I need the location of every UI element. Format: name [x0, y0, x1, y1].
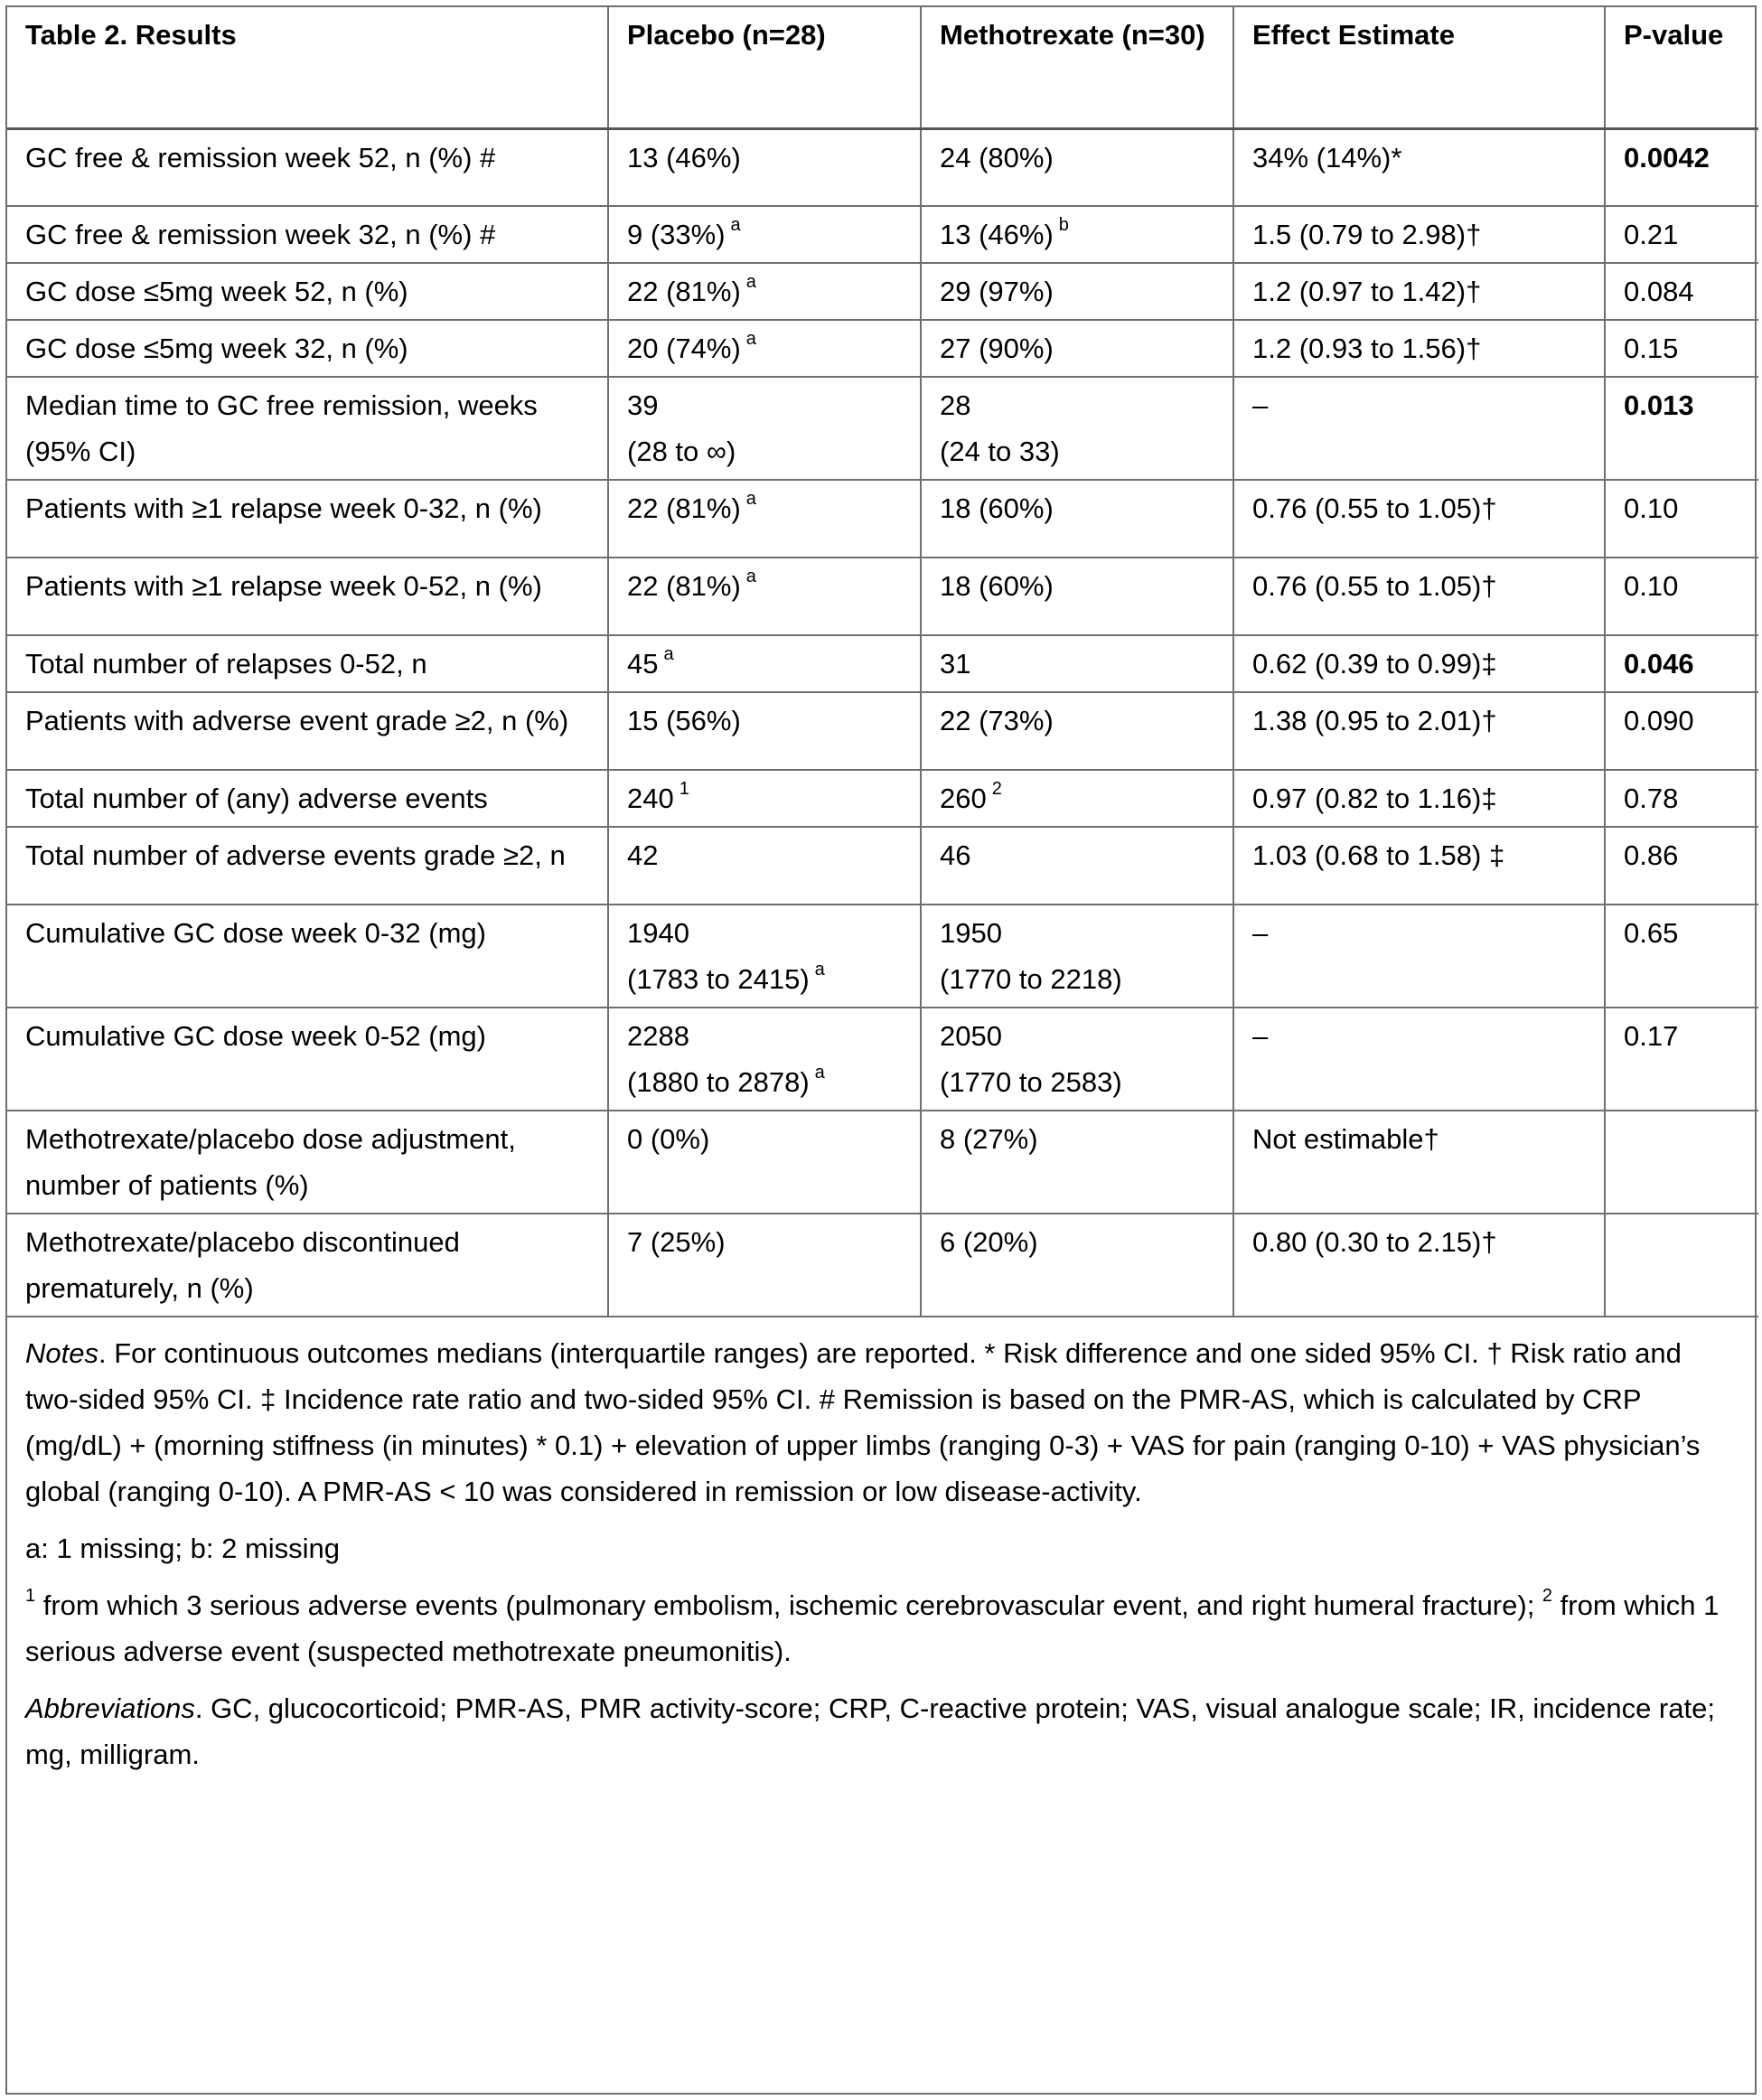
results-table-document	[5, 5, 1757, 2095]
methotrexate-cell	[921, 320, 1233, 377]
methotrexate-cell	[921, 1008, 1233, 1111]
placebo-cell	[608, 480, 921, 558]
missing-note: a: 1 missing; b: 2 missing	[25, 1533, 341, 1564]
effect-estimate: 1.5 (0.79 to 2.98)†	[1233, 206, 1605, 263]
row-label: Total number of relapses 0-52, n	[7, 635, 608, 692]
footnote-2-text: from which 1 serious adverse event (suspected methotrexate pneumonitis).	[25, 1589, 1720, 1667]
methotrexate-cell	[921, 263, 1233, 320]
placebo-cell	[608, 1008, 921, 1111]
effect-estimate: 1.03 (0.68 to 1.58) ‡	[1233, 827, 1605, 905]
abbreviations-label: Abbreviations	[25, 1692, 195, 1724]
placebo-value: 1940	[627, 917, 689, 949]
placebo-cell	[608, 692, 921, 770]
placebo-footnote-marker: a	[663, 643, 674, 664]
placebo-value: 240	[627, 783, 674, 814]
notes-text: . For continuous outcomes medians (interquartile ranges) are reported. * Risk difference and one sided 95% CI. † Risk ratio and two-sided 95% CI. ‡ Incidence rate ratio and two-sided 95% CI. # Remission is based on the PMR-AS, which is calculated by CRP (mg/dL) + (morning stiffness (in minutes) * 0.1) + elevation of upper limbs (ranging 0-3) + VAS for pain (ranging 0-10) + VAS physician’s global (ranging 0-10). A PMR-AS < 10 was considered in remission or low disease-activity.	[25, 1337, 1701, 1507]
methotrexate-footnote-marker: 2	[991, 778, 1002, 799]
table-header-row	[7, 7, 1758, 128]
methotrexate-value: 8 (27%)	[940, 1123, 1038, 1155]
table-row	[7, 1214, 1758, 1317]
table-row	[7, 206, 1758, 263]
p-value	[1605, 1111, 1758, 1214]
p-value: 0.0042	[1605, 128, 1758, 206]
row-label: GC free & remission week 52, n (%) #	[7, 128, 608, 206]
placebo-footnote-marker: a	[745, 566, 756, 586]
placebo-cell	[608, 128, 921, 206]
row-label: Patients with ≥1 relapse week 0-52, n (%)	[7, 558, 608, 635]
p-value: 0.17	[1605, 1008, 1758, 1111]
placebo-range	[627, 428, 920, 474]
methotrexate-value: 1950	[940, 917, 1002, 949]
serious-events-footnote	[25, 1582, 1737, 1674]
header-p-value: P-value	[1605, 7, 1758, 128]
placebo-footnote-marker: a	[730, 214, 741, 235]
effect-estimate: 0.97 (0.82 to 1.16)‡	[1233, 770, 1605, 827]
placebo-footnote-marker: a	[814, 959, 825, 980]
placebo-footnote-marker: a	[745, 271, 756, 292]
methotrexate-cell	[921, 905, 1233, 1008]
methotrexate-value: 18 (60%)	[940, 570, 1054, 602]
methotrexate-cell	[921, 827, 1233, 905]
methotrexate-cell	[921, 377, 1233, 480]
placebo-value: 9 (33%)	[627, 219, 726, 250]
p-value: 0.013	[1605, 377, 1758, 480]
header-effect-estimate: Effect Estimate	[1233, 7, 1605, 128]
effect-estimate: 1.2 (0.97 to 1.42)†	[1233, 263, 1605, 320]
effect-estimate: –	[1233, 1008, 1605, 1111]
placebo-range	[627, 1059, 920, 1105]
placebo-cell	[608, 905, 921, 1008]
placebo-footnote-marker: a	[745, 328, 756, 349]
effect-estimate: Not estimable†	[1233, 1111, 1605, 1214]
p-value	[1605, 1214, 1758, 1317]
methotrexate-footnote-marker: b	[1058, 214, 1069, 235]
header-placebo: Placebo (n=28)	[608, 7, 921, 128]
methotrexate-range	[940, 956, 1232, 1002]
methotrexate-value: 6 (20%)	[940, 1226, 1038, 1258]
methotrexate-range-text: (1770 to 2583)	[940, 1066, 1122, 1098]
methotrexate-cell	[921, 206, 1233, 263]
abbreviations-paragraph	[25, 1685, 1737, 1777]
notes-label: Notes	[25, 1337, 98, 1369]
placebo-value: 22 (81%)	[627, 276, 741, 307]
placebo-value: 0 (0%)	[627, 1123, 710, 1155]
placebo-range-text: (28 to ∞)	[627, 436, 736, 467]
placebo-value: 22 (81%)	[627, 570, 741, 602]
placebo-value: 42	[627, 839, 659, 871]
methotrexate-value: 29 (97%)	[940, 276, 1054, 307]
table-row	[7, 635, 1758, 692]
notes-paragraph	[25, 1330, 1737, 1514]
methotrexate-range	[940, 428, 1232, 474]
effect-estimate: 0.76 (0.55 to 1.05)†	[1233, 480, 1605, 558]
effect-estimate: 1.38 (0.95 to 2.01)†	[1233, 692, 1605, 770]
placebo-value: 45	[627, 648, 659, 680]
table-row	[7, 1111, 1758, 1214]
placebo-cell	[608, 770, 921, 827]
row-label: GC dose ≤5mg week 32, n (%)	[7, 320, 608, 377]
placebo-value: 13 (46%)	[627, 141, 741, 173]
table-row	[7, 770, 1758, 827]
methotrexate-cell	[921, 480, 1233, 558]
placebo-cell	[608, 320, 921, 377]
placebo-value: 39	[627, 389, 659, 421]
abbreviations-text: . GC, glucocorticoid; PMR-AS, PMR activity-score; CRP, C-reactive protein; VAS, visual analogue scale; IR, incidence rate; mg, milligram.	[25, 1692, 1715, 1770]
placebo-cell	[608, 206, 921, 263]
placebo-range-text: (1783 to 2415)	[627, 963, 810, 995]
table-row	[7, 263, 1758, 320]
placebo-cell	[608, 1214, 921, 1317]
p-value: 0.10	[1605, 480, 1758, 558]
effect-estimate: 0.80 (0.30 to 2.15)†	[1233, 1214, 1605, 1317]
placebo-value: 2288	[627, 1020, 689, 1052]
p-value: 0.084	[1605, 263, 1758, 320]
table-row	[7, 377, 1758, 480]
placebo-range	[627, 956, 920, 1002]
effect-estimate: 34% (14%)*	[1233, 128, 1605, 206]
placebo-value: 7 (25%)	[627, 1226, 726, 1258]
row-label: Methotrexate/placebo dose adjustment, number of patients (%)	[7, 1111, 608, 1214]
p-value: 0.15	[1605, 320, 1758, 377]
placebo-cell	[608, 827, 921, 905]
methotrexate-cell	[921, 128, 1233, 206]
table-row	[7, 480, 1758, 558]
p-value: 0.10	[1605, 558, 1758, 635]
effect-estimate: 0.62 (0.39 to 0.99)‡	[1233, 635, 1605, 692]
row-label: GC dose ≤5mg week 52, n (%)	[7, 263, 608, 320]
row-label: Methotrexate/placebo discontinued prematurely, n (%)	[7, 1214, 608, 1317]
table-row	[7, 320, 1758, 377]
p-value: 0.65	[1605, 905, 1758, 1008]
methotrexate-cell	[921, 692, 1233, 770]
p-value: 0.21	[1605, 206, 1758, 263]
row-label: Cumulative GC dose week 0-32 (mg)	[7, 905, 608, 1008]
p-value: 0.090	[1605, 692, 1758, 770]
methotrexate-value: 260	[940, 783, 987, 814]
methotrexate-value: 27 (90%)	[940, 333, 1054, 364]
row-label: Patients with adverse event grade ≥2, n (%)	[7, 692, 608, 770]
row-label: GC free & remission week 32, n (%) #	[7, 206, 608, 263]
methotrexate-value: 18 (60%)	[940, 492, 1054, 524]
placebo-value: 20 (74%)	[627, 333, 741, 364]
placebo-cell	[608, 1111, 921, 1214]
table-row	[7, 692, 1758, 770]
effect-estimate: –	[1233, 905, 1605, 1008]
p-value: 0.046	[1605, 635, 1758, 692]
placebo-cell	[608, 635, 921, 692]
table-row	[7, 558, 1758, 635]
placebo-cell	[608, 377, 921, 480]
row-label: Patients with ≥1 relapse week 0-32, n (%)	[7, 480, 608, 558]
methotrexate-value: 2050	[940, 1020, 1002, 1052]
footnote-2-marker: 2	[1542, 1585, 1553, 1606]
placebo-value: 22 (81%)	[627, 492, 741, 524]
placebo-footnote-marker: a	[745, 488, 756, 509]
placebo-cell	[608, 263, 921, 320]
methotrexate-cell	[921, 1214, 1233, 1317]
row-label: Median time to GC free remission, weeks (95% CI)	[7, 377, 608, 480]
methotrexate-value: 46	[940, 839, 971, 871]
results-table	[7, 7, 1758, 1317]
methotrexate-cell	[921, 1111, 1233, 1214]
methotrexate-value: 13 (46%)	[940, 219, 1054, 250]
p-value: 0.78	[1605, 770, 1758, 827]
row-label: Total number of (any) adverse events	[7, 770, 608, 827]
table-row	[7, 128, 1758, 206]
row-label: Cumulative GC dose week 0-52 (mg)	[7, 1008, 608, 1111]
methotrexate-range-text: (24 to 33)	[940, 436, 1060, 467]
header-methotrexate: Methotrexate (n=30)	[921, 7, 1233, 128]
footnote-1-marker: 1	[25, 1585, 36, 1606]
methotrexate-cell	[921, 558, 1233, 635]
table-body	[7, 128, 1758, 1317]
methotrexate-range-text: (1770 to 2218)	[940, 963, 1122, 995]
effect-estimate: –	[1233, 377, 1605, 480]
table-row	[7, 827, 1758, 905]
placebo-range-text: (1880 to 2878)	[627, 1066, 810, 1098]
methotrexate-cell	[921, 770, 1233, 827]
methotrexate-cell	[921, 635, 1233, 692]
table-row	[7, 1008, 1758, 1111]
placebo-footnote-marker: a	[814, 1062, 825, 1083]
table-notes	[7, 1317, 1755, 1777]
effect-estimate: 0.76 (0.55 to 1.05)†	[1233, 558, 1605, 635]
header-table-title: Table 2. Results	[7, 7, 608, 128]
footnote-1-text: from which 3 serious adverse events (pulmonary embolism, ischemic cerebrovascular event, and right humeral fracture);	[35, 1589, 1542, 1621]
placebo-cell	[608, 558, 921, 635]
methotrexate-value: 22 (73%)	[940, 705, 1054, 736]
table-row	[7, 905, 1758, 1008]
effect-estimate: 1.2 (0.93 to 1.56)†	[1233, 320, 1605, 377]
methotrexate-value: 31	[940, 648, 971, 680]
methotrexate-range	[940, 1059, 1232, 1105]
p-value: 0.86	[1605, 827, 1758, 905]
placebo-value: 15 (56%)	[627, 705, 741, 736]
row-label: Total number of adverse events grade ≥2, n	[7, 827, 608, 905]
methotrexate-value: 28	[940, 389, 971, 421]
placebo-footnote-marker: 1	[679, 778, 689, 799]
methotrexate-value: 24 (80%)	[940, 141, 1054, 173]
